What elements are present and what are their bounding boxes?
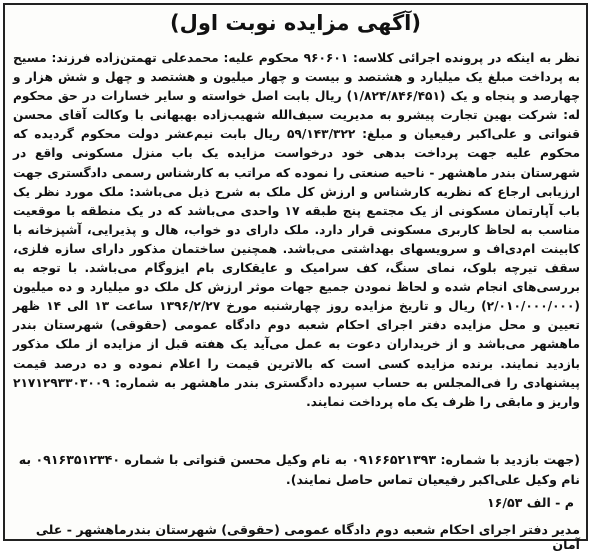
visit-contact-info: (جهت بازدید با شماره: ۰۹۱۶۶۵۲۱۳۹۳ به نام وکیل محسن قنواتی با شماره ۰۹۱۶۳۵۱۲۳۴۰ به نام وکیل علی‌اکبر رفیعیان تماس حاصل نمایند).	[18, 452, 580, 487]
notice-title: (آگهی مزایده نوبت اول)	[170, 11, 421, 35]
notice-signature: مدیر دفتر اجرای احکام شعبه دوم دادگاه عمومی (حقوقی) شهرستان بندرماهشهر - علی آمان	[35, 522, 580, 552]
notice-body-text: نظر به اینکه در پرونده اجرائی کلاسه: ۹۶۰۶۰۱ محکوم علیه: محمدعلی تهمتن‌زاده فرزند: مسیح به پرداخت مبلغ یک میلیارد و هشتصد و بیست و چهار میلیون و هشتصد و چهل و شش هزار و چهارصد و پنجاه و یک (۱/۸۲۴/۸۴۶/۴۵۱) ریال بابت اصل خواسته و سایر خسارات در حق محکوم له: شرکت بهین تجارت پیشرو به مدیریت سیف‌الله شهیب‌زاده بهبهانی با وکالت آقای محسن قنواتی و علی‌اکبر رفیعیان و مبلغ: ۵۹/۱۴۳/۳۲۲ ریال بابت نیم‌عشر دولت محکوم گردیده که محکوم علیه جهت پرداخت بدهی خود درخواست مزایده یک باب منزل مسکونی واقع در شهرستان بندر ماهشهر - ناحیه صنعتی را نموده که مراتب به کارشناس رسمی دادگستری جهت ارزیابی ارجاع که نظریه کارشناس و ارزش کل ملک به شرح ذیل می‌باشد: ملک مورد نظر یک باب آپارتمان مسکونی از یک مجتمع پنج طبقه ۱۷ واحدی می‌باشد که در یک منطقه با موقعیت مناسب به لحاظ کاربری مسکونی قرار دارد. ملک دارای دو خواب، هال و پذیرایی، آشپزخانه با کابینت ام‌دی‌اف و سرویسهای بهداشتی می‌باشد. همچنین ساختمان مذکور دارای سازه فلزی، سقف تیرچه بلوک، نمای سنگ، کف سرامیک و عایقکاری بام ایزوگام می‌باشد. با توجه به بررسی‌های انجام شده و لحاظ نمودن جمیع جهات موثر ارزش کل ملک دو میلیارد و ده میلیون (۲/۰۱۰/۰۰۰/۰۰۰) ریال و تاریخ مزایده روز چهارشنبه مورخ ۱۳۹۶/۲/۲۷ ساعت ۱۳ الی ۱۴ ظهر تعیین و محل مزایده دفتر اجرای احکام شعبه دوم دادگاه عمومی (حقوقی) شهرستان بندر ماهشهر می‌باشد و از خریداران دعوت به عمل می‌آید یک هفته قبل از مزایده از ملک مذکور بازدید نمایند. برنده مزایده کسی است که بالاترین قیمت را اعلام نموده و ده درصد قیمت پیشنهادی را فی‌المجلس به حساب سپرده دادگستری بندر ماهشهر به شماره: ۲۱۷۱۲۹۳۳۰۳۰۰۹ واریز و مابقی را ظرف یک ماه پرداخت نمایند.	[13, 51, 581, 409]
auction-notice	[3, 3, 588, 552]
notice-reference-code: م - الف ۱۶/۵۳	[486, 495, 574, 510]
notice-body	[13, 49, 580, 412]
